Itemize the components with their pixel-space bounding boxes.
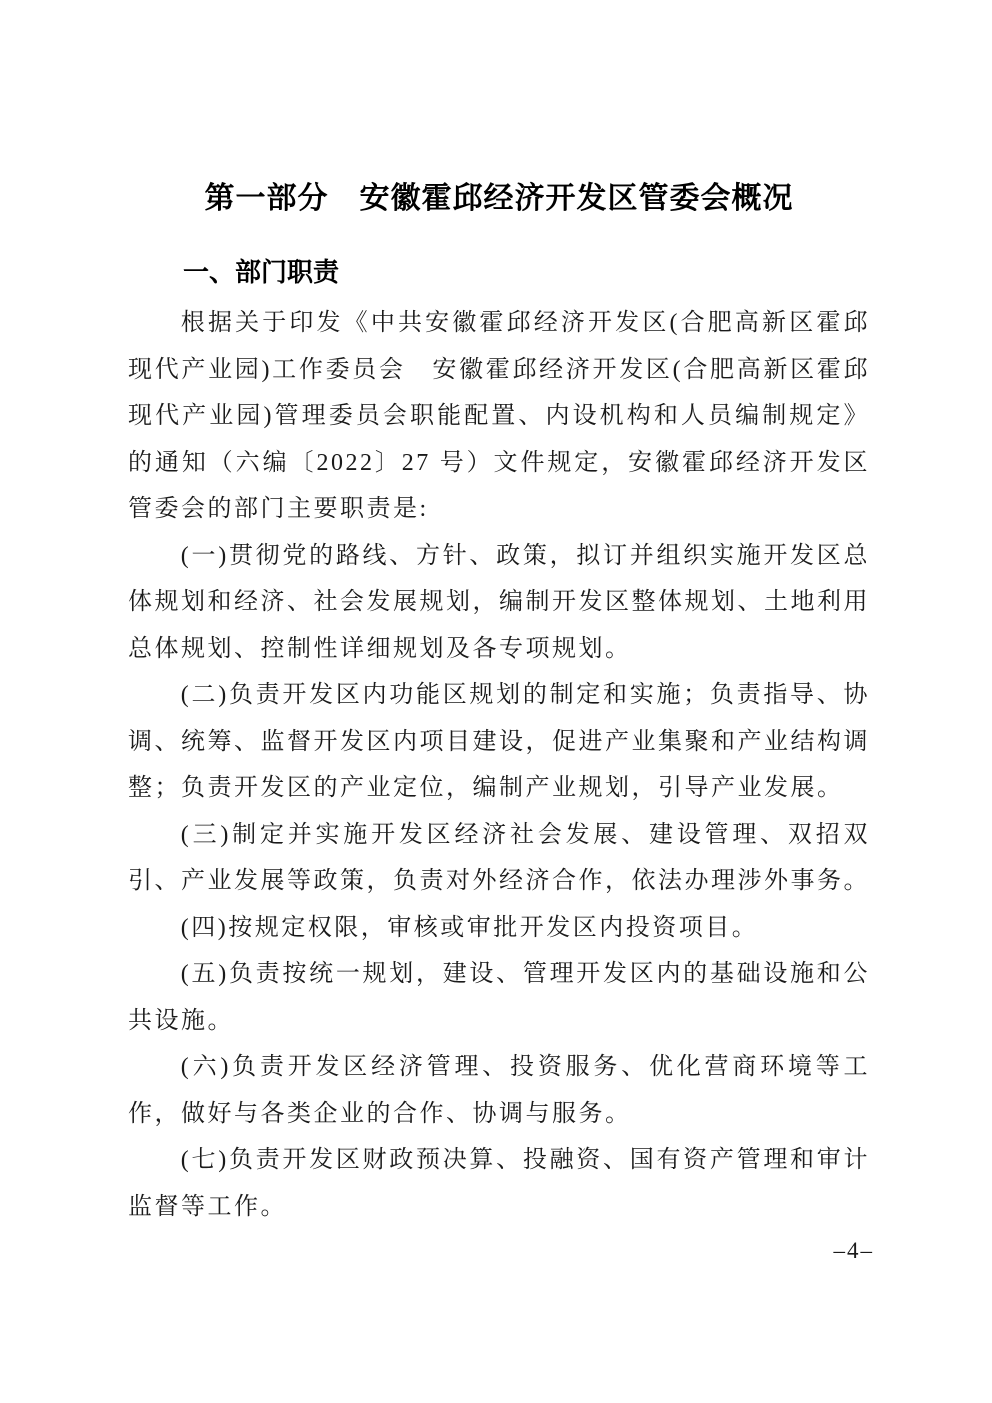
document-content: [128, 176, 870, 1230]
paragraph-duty-3: (三)制定并实施开发区经济社会发展、建设管理、双招双引、产业发展等政策，负责对外经济合作，依法办理涉外事务。: [128, 821, 870, 894]
body-text: [128, 300, 870, 1230]
page-number: –4–: [833, 1238, 874, 1263]
paragraph-duty-5: (五)负责按统一规划，建设、管理开发区内的基础设施和公共设施。: [128, 961, 870, 1034]
section-heading: 一、部门职责: [183, 257, 340, 287]
paragraph-duty-1: (一)贯彻党的路线、方针、政策，拟订并组织实施开发区总体规划和经济、社会发展规划，编制开发区整体规划、土地利用总体规划、控制性详细规划及各专项规划。: [128, 542, 870, 662]
paragraph-duty-6: (六)负责开发区经济管理、投资服务、优化营商环境等工作，做好与各类企业的合作、协调与服务。: [128, 1054, 870, 1127]
paragraph-duty-4: (四)按规定权限，审核或审批开发区内投资项目。: [180, 914, 759, 941]
paragraph-duty-2: (二)负责开发区内功能区规划的制定和实施；负责指导、协调、统筹、监督开发区内项目建设，促进产业集聚和产业结构调整；负责开发区的产业定位，编制产业规划，引导产业发展。: [128, 682, 870, 801]
paragraph-duty-7: (七)负责开发区财政预决算、投融资、国有资产管理和审计监督等工作。: [128, 1147, 870, 1220]
paragraph-intro: 根据关于印发《中共安徽霍邱经济开发区(合肥高新区霍邱现代产业园)工作委员会 安徽霍邱经济开发区(合肥高新区霍邱现代产业园)管理委员会职能配置、内设机构和人员编制规定》的通知（六编〔2022〕27 号）文件规定，安徽霍邱经济开发区管委会的部门主要职责是:: [128, 310, 870, 522]
document-title: 第一部分 安徽霍邱经济开发区管委会概况: [204, 182, 794, 215]
